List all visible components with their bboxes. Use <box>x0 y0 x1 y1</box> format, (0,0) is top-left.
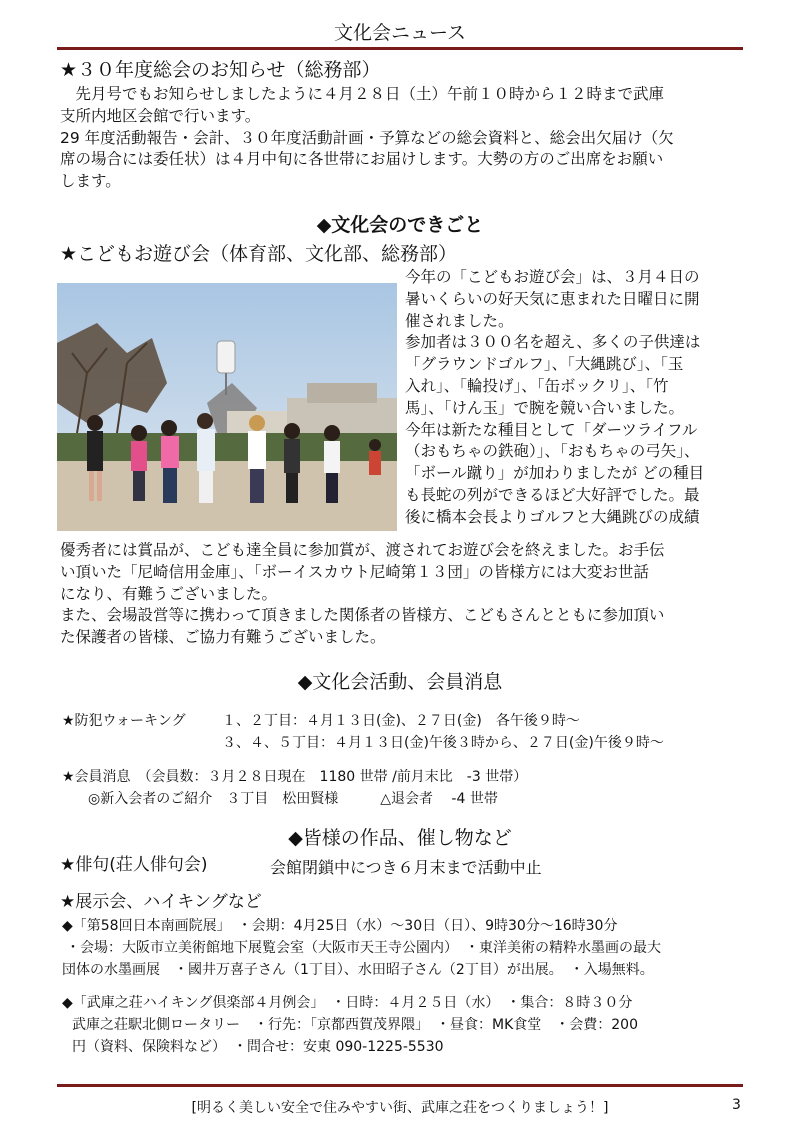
text-line: 今年は新たな種目として「ダーツライフル <box>405 420 698 439</box>
general-meeting-body <box>60 84 674 193</box>
text-line: 暑いくらいの好天気に恵まれた日曜日に開 <box>405 289 700 308</box>
text-line: 席の場合には委任状）は４月中旬に各世帯にお届けします。大勢の方のご出席をお願い <box>60 150 664 169</box>
text-line: 馬」、「けん玉」で腕を競い合いました。 <box>405 398 685 417</box>
text-line: 今年の「こどもお遊び会」は、３月４日の <box>405 268 700 286</box>
text-line: します。 <box>60 172 121 191</box>
text-line: 「ボール蹴り」が加わりましたが どの種目 <box>405 464 705 483</box>
haiku-notice: 会館閉鎖中につき６月末まで活動中止 <box>270 858 542 877</box>
text-line: た保護者の皆様、ご協力有難うございました。 <box>60 628 386 647</box>
hiking-details <box>62 992 638 1058</box>
text-line: も長蛇の列ができるほど大好評でした。最 <box>405 485 700 504</box>
kids-event-text-beside-photo <box>405 267 704 529</box>
newsletter-title: 文化会ニュース <box>333 22 467 44</box>
exhibit-heading: ★展示会、ハイキングなど <box>60 892 262 912</box>
text-line: また、会場設営等に携わって頂きました関係者の皆様方、こどもさんとともに参加頂い <box>60 606 665 625</box>
footer-slogan: [明るく美しい安全で住みやすい街、武庫之荘をつくりましょう！] <box>191 1100 609 1116</box>
activities-heading: ◆文化会活動、会員消息 <box>297 671 503 693</box>
footer-divider <box>57 1084 743 1087</box>
members-changes: ◎新入会者のご紹介 ３丁目 松田賢様 △退会者 -4 世帯 <box>88 791 498 807</box>
text-line: ◆「第58回日本南画院展」 ・会期：4月25日（水）～30日（日）、9時30分～16時30分 <box>62 918 618 934</box>
text-line: 支所内地区会館で行います。 <box>60 106 261 125</box>
text-line: になり、有難うございました。 <box>60 584 278 603</box>
text-line: い頂いた「尼崎信用金庫」、「ボーイスカウト尼崎第１３団」の皆様方には大変お世話 <box>60 562 649 581</box>
general-meeting-heading: ★３０年度総会のお知らせ（総務部） <box>60 59 381 81</box>
text-line: 団体の水墨画展 ・國井万喜子さん（1丁目）、水田昭子さん（2丁目）が出展。 ・入場無料。 <box>62 962 654 978</box>
text-line: 参加者は３００名を超え、多くの子供達は <box>405 333 701 352</box>
text-line: 優秀者には賞品が、こども達全員に参加賞が、渡されてお遊び会を終えました。お手伝 <box>60 541 665 559</box>
patrol-label: ★防犯ウォーキング <box>62 713 186 729</box>
text-line: 29 年度活動報告・会計、３０年度活動計画・予算などの総会資料と、総会出欠届け（欠 <box>60 128 674 147</box>
text-line: 入れ」、「輪投げ」、「缶ボックリ」、「竹 <box>405 376 669 395</box>
patrol-schedule-2: ３、４、５丁目：４月１３日(金)午後３時から、２７日(金)午後９時～ <box>222 735 664 751</box>
text-line: 円（資料、保険料など） ・問合せ：安東 090-1225-5530 <box>72 1039 444 1055</box>
patrol-schedule-1: １、２丁目：４月１３日(金)、２７日(金) 各午後９時～ <box>222 713 580 729</box>
works-events-heading: ◆皆様の作品、催し物など <box>288 827 512 849</box>
haiku-label: ★俳句(荘人俳句会) <box>60 855 208 875</box>
text-line: 催されました。 <box>405 311 514 330</box>
events-heading: ◆文化会のできごと <box>316 214 484 236</box>
page-number: 3 <box>732 1097 741 1113</box>
members-status: ★会員消息 （会員数：３月２８日現在 1180 世帯 /前月末比 -3 世帯） <box>62 769 528 785</box>
kids-event-photo <box>57 283 397 531</box>
text-line: ・会場：大阪市立美術館地下展覧会室（大阪市天王寺公園内） ・東洋美術の精粋水墨画の最大 <box>66 940 661 956</box>
header-divider <box>57 47 743 50</box>
text-line: ◆「武庫之荘ハイキング倶楽部４月例会」 ・日時：４月２５日（水） ・集合：８時３０分 <box>62 995 633 1011</box>
text-line: 武庫之荘駅北側ロータリー ・行先：「京都西賀茂界隈」 ・昼食：MK食堂 ・会費：200 <box>72 1017 638 1033</box>
text-line: 「グラウンドゴルフ」、「大縄跳び」、「玉 <box>405 355 684 374</box>
exhibit-details <box>62 915 661 981</box>
text-line: 後に橋本会長よりゴルフと大縄跳びの成績 <box>405 507 700 526</box>
kids-event-text-full <box>60 540 665 649</box>
text-line: 先月号でもお知らせしましたように４月２８日（土）午前１０時から１２時まで武庫 <box>60 85 665 103</box>
kids-event-heading: ★こどもお遊び会（体育部、文化部、総務部） <box>60 243 458 265</box>
text-line: （おもちゃの鉄砲）」、「おもちゃの弓矢」、 <box>405 442 700 461</box>
photo-children-playing-icon <box>57 283 397 531</box>
